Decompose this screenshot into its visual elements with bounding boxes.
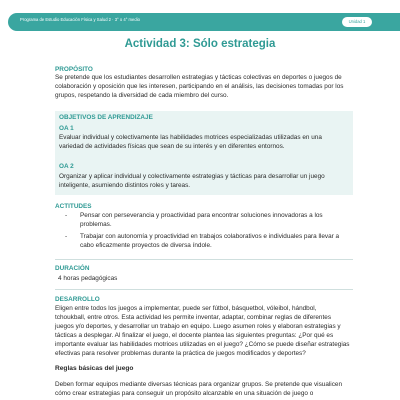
oa2-line: Organizar y aplicar individual y colectivamente estrategias y tácticas para desarrollar un juego	[59, 173, 325, 180]
development-line: tácticas a desplegar. Al finalizar el juego, el docente plantea las siguientes preguntas: ¿Por qué es	[55, 331, 334, 339]
bullet-dash: -	[65, 212, 68, 219]
purpose-line: grupos, respetando la diversidad de cada miembro del curso.	[55, 91, 229, 99]
oa1-line: variedad de actividades físicas que sean de su interés y en diferentes entornos.	[59, 142, 285, 150]
development-line: Eligen entre todos los juegos a implementar, puede ser fútbol, básquetbol, vóleibol, hándbol,	[55, 305, 317, 312]
attitude-line: Pensar con perseverancia y proactividad para encontrar soluciones innovadoras a los	[80, 212, 323, 219]
program-title: Programa de Estudio Educación Física y Salud 2 · 3° o 4° medio	[20, 17, 140, 22]
rules-line: cómo crear estrategias para conseguir un propósito alcanzable en una situación de juego o	[55, 389, 314, 397]
development-line: juegos y/o deportes, y desarrollar un trabajo en equipo. Luego asumen roles y elaboran estrategias y	[55, 322, 341, 330]
section-divider	[55, 289, 353, 290]
development-line: tchoukball, entre otros. Esta actividad les permite inventar, adaptar, combinar reglas de diferentes	[55, 313, 332, 321]
objectives-box	[55, 111, 353, 195]
purpose-line: Se pretende que los estudiantes desarrollen estrategias y tácticas colectivas en deportes o juegos de	[55, 74, 342, 81]
rules-heading: Reglas básicas del juego	[55, 365, 134, 372]
objectives-heading: OBJETIVOS DE APRENDIZAJE	[59, 114, 153, 121]
purpose-heading: PROPÓSITO	[55, 66, 93, 73]
oa1-label: OA 1	[59, 125, 74, 132]
attitude-line: cabo eficazmente proyectos de diversa índole.	[80, 241, 212, 249]
purpose-line: colaboración y oposición que les interesen, participando en el análisis, las decisiones tomadas por los	[55, 82, 344, 90]
purpose-text	[55, 74, 353, 101]
bullet-dash: -	[65, 233, 68, 240]
attitude-line: Trabajar con autonomía y proactividad en trabajos colaborativos e individuales para llevar a	[80, 233, 340, 240]
unit-badge: Unidad 1	[342, 17, 372, 27]
development-line: efectivas para resolver problemas durante la práctica de juegos modificados y deportes?	[55, 349, 306, 357]
development-text	[55, 305, 353, 358]
attitude-line: problemas.	[80, 220, 112, 228]
duration-value: 4 horas pedagógicas	[58, 275, 118, 282]
oa2-text	[59, 173, 349, 191]
development-line: importante evaluar las habilidades motrices utilizadas en el juego? ¿Cómo se puede diseñar estrategias	[55, 340, 350, 348]
duration-heading: DURACIÓN	[55, 265, 90, 272]
attitudes-heading: ACTITUDES	[55, 203, 92, 210]
development-heading: DESARROLLO	[55, 296, 100, 303]
oa2-line: inteligente, asumiendo distintos roles y tareas.	[59, 181, 191, 189]
section-divider	[55, 259, 353, 260]
header-bar	[8, 13, 400, 31]
oa1-line: Evaluar individual y colectivamente las habilidades motrices especializadas utilizadas en una	[59, 134, 322, 141]
oa1-text	[59, 134, 349, 152]
page-title: Actividad 3: Sólo estrategia	[124, 38, 276, 50]
oa2-label: OA 2	[59, 163, 74, 170]
rules-text	[55, 381, 353, 399]
rules-line: Deben formar equipos mediante diversas técnicas para organizar grupos. Se pretende que visualicen	[55, 381, 343, 388]
